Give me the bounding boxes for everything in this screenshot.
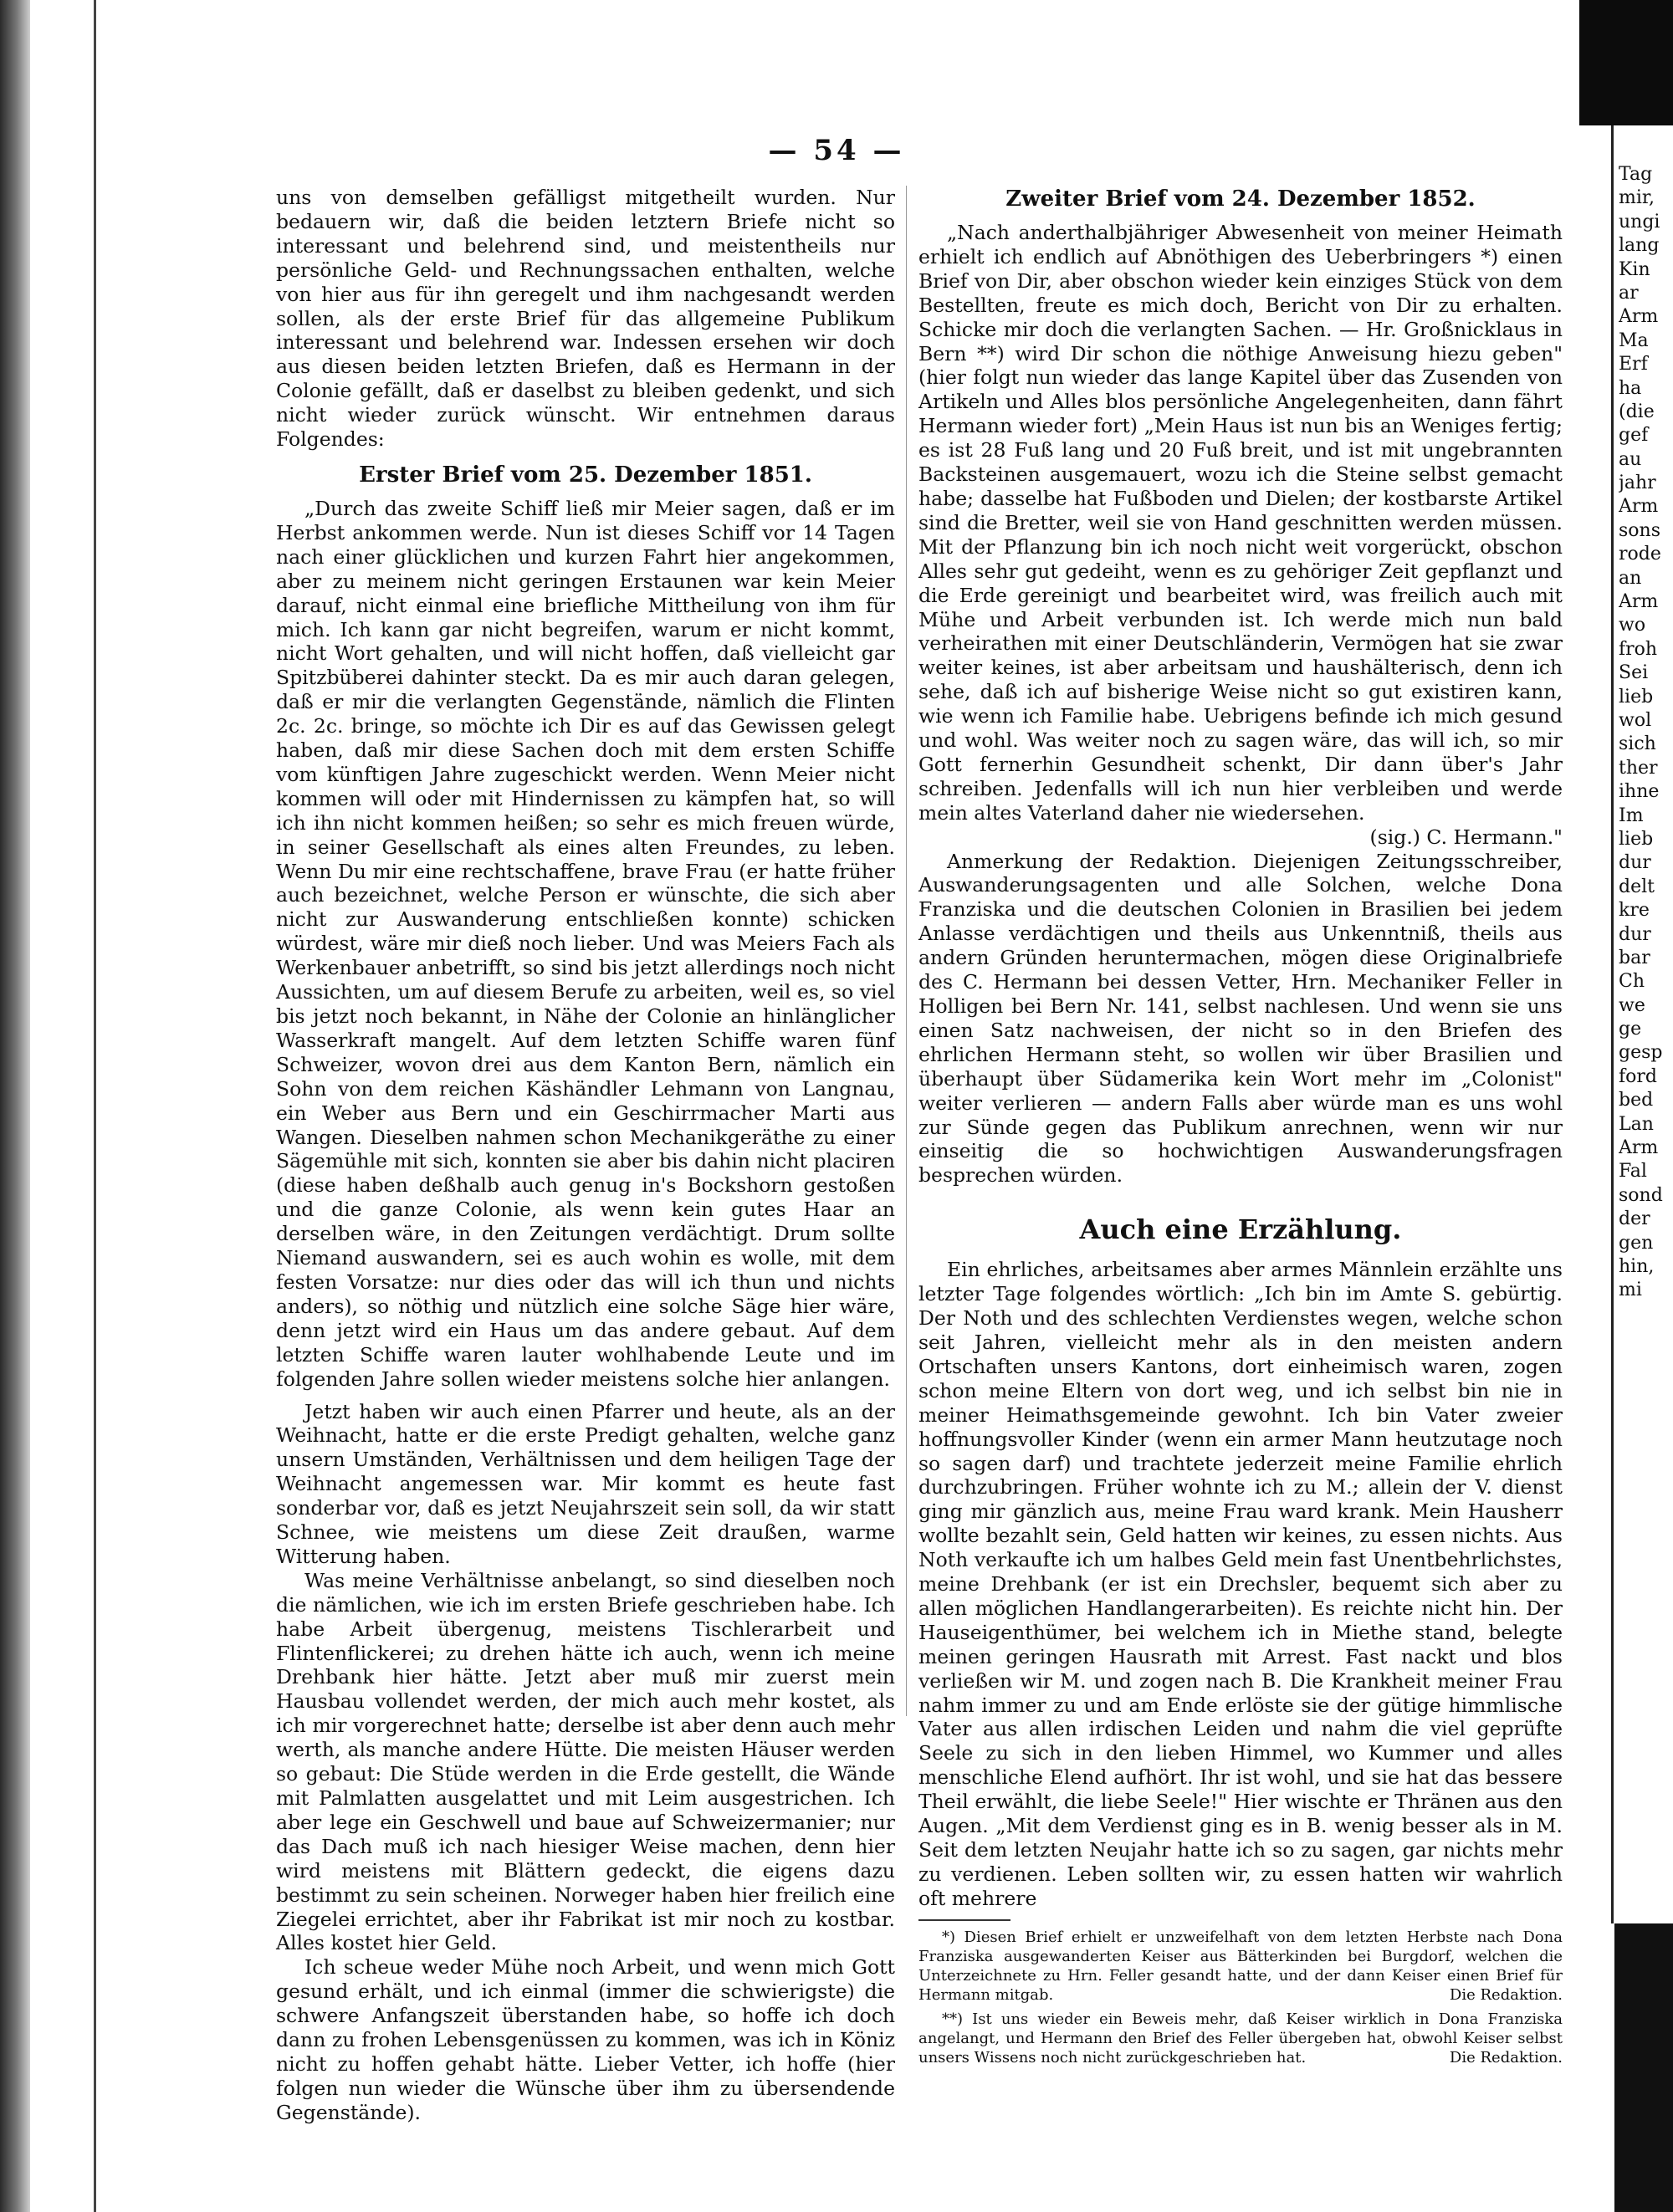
strip-line: Im — [1619, 805, 1644, 826]
strip-line: ungi — [1619, 211, 1660, 232]
page-margin-line — [94, 0, 96, 2212]
strip-line: ar — [1619, 282, 1639, 304]
paragraph: Ich scheue weder Mühe noch Arbeit, und wenn mich Gott gesund erhält, und ich einmal (immer die schwierigste) die schwere Anfangszeit überstanden habe, so hoffe ich doch dann zu frohen Lebensgenüssen zu kommen, was ich in Köniz nicht zu hoffen gehabt hätte. Lieber Vetter, ich hoffe (hier folgen nun wieder die Wünsche über ihm zu übersendende Gegenstände). — [276, 1955, 895, 2124]
strip-line: we — [1619, 994, 1645, 1016]
strip-line: rode — [1619, 544, 1661, 565]
strip-line: froh — [1619, 638, 1658, 660]
intro-paragraph: uns von demselben gefälligst mitgetheilt wurden. Nur bedauern wir, daß die beiden letztern Briefe nicht so interessant und belehrend sind, und meistentheils nur persönliche Geld- und Rechnungssachen enthalten, welche von hier aus für ihn geregelt und ihm nachgesandt werden sollen, als der erste Brief für das allgemeine Publikum interessant und belehrend war. Indessen ersehen wir doch aus diesen beiden letzten Briefen, daß es Hermann in der Colonie gefällt, daß er daselbst zu bleiben gedenkt, und sich nicht wieder zurück wünscht. Wir entnehmen daraus Folgendes: — [276, 186, 895, 452]
strip-line: Sei — [1619, 662, 1649, 684]
strip-line: lang — [1619, 235, 1660, 257]
strip-line: bed — [1619, 1090, 1654, 1111]
strip-line: sich — [1619, 733, 1656, 755]
scan-edge-dark-bottom — [1614, 1923, 1673, 2212]
strip-line: gesp — [1619, 1042, 1663, 1064]
second-letter-heading: Zweiter Brief vom 24. Dezember 1852. — [1005, 186, 1476, 212]
left-column — [276, 186, 895, 2125]
strip-line: sond — [1619, 1184, 1663, 1206]
scan-edge-dark — [1579, 0, 1673, 125]
strip-line: bar — [1619, 947, 1650, 968]
strip-line: kre — [1619, 900, 1650, 922]
strip-line: Kin — [1619, 258, 1650, 280]
strip-line: lieb — [1619, 686, 1654, 708]
first-letter-heading: Erster Brief vom 25. Dezember 1851. — [359, 462, 812, 488]
paragraph: „Durch das zweite Schiff ließ mir Meier sagen, daß er im Herbst ankommen werde. Nun ist dieses Schiff vor 14 Tagen nach einer glücklichen und kurzen Fahrt hier angekommen, aber zu meinem nicht geringen Erstaunen war kein Meier darauf, nicht einmal eine briefliche Mittheilung von ihm für mich. Ich kann gar nicht begreifen, warum er nicht kommt, nicht Wort gehalten, und will nicht hoffen, daß vielleicht gar Spitzbüberei dahinter steckt. Da es mir auch daran gelegen, daß er mir die verlangten Gegenstände, nämlich die Flinten 2c. 2c. bringe, so möchte ich Dir es auf das Gewissen gelegt haben, daß mir diese Sachen doch mit dem ersten Schiffe vom künftigen Jahre zugeschickt werden. Wenn Meier nicht kommen will oder mit Hindernissen zu kämpfen hat, so will ich ihn nicht kommen heißen; so sehr es mich freuen würde, in seiner Gesellschaft als eines alten Freundes, zu leben. Wenn Du mir eine rechtschaffene, brave Frau (er hatte früher auch bezeichnet, welche Person er wünschte, die sich aber nicht zur Auswanderung entschließen konnte) schicken würdest, wäre mir dieß noch lieber. Und was Meiers Fach als Werkenbauer anbetrifft, so sind bis jetzt allerdings noch nicht Aussichten, um auf diesem Berufe zu arbeiten, weil es, so viel bis jetzt noch bekannt, in Nähe der Colonie an hinlänglicher Wasserkraft mangelt. Auf dem letzten Schiffe waren fünf Schweizer, wovon drei aus dem Kanton Bern, nämlich ein Sohn von dem reichen Käshändler Lehmann von Langnau, ein Weber aus Bern und ein Geschirrmacher Marti aus Wangen. Dieselben nahmen schon Mechanikgeräthe zu einer Sägemühle mit sich, konnten sie aber bis dahin nicht placiren (diese haben deßhalb auch genug in's Bockshorn gestoßen und die ganze Colonie, als wenn kein gutes Haar an derselben wäre, in den Zeitungen verdächtigt. Drum sollte Niemand auswandern, sei es auch wohin es wolle, mit dem festen Vorsatze: nur dies oder das will ich thun und nichts anders), so nöthig und nützlich eine solche Säge hier wäre, denn jetzt wird ein Haus um das andere gebaut. Auf dem letzten Schiffe waren lauter wohlhabende Leute und im folgenden Jahre sollen wieder meistens solche hier anlangen. — [276, 496, 895, 1391]
paragraph: Jetzt haben wir auch einen Pfarrer und heute, als an der Weihnacht, hatte er die erste Predigt gehalten, welche ganz unsern Umständen, Verhältnissen und dem heiligen Tage der Weihnacht angemessen war. Mir kommt es heute fast sonderbar vor, daß es jetzt Neujahrszeit sein soll, da wir statt Schnee, wie meistens um diese Zeit draußen, warme Witterung haben. — [276, 1399, 895, 1568]
strip-line: Arm — [1619, 1137, 1659, 1159]
strip-line: hin, — [1619, 1255, 1655, 1277]
strip-line: Erf — [1619, 354, 1648, 375]
book-binding-shadow — [0, 0, 30, 2212]
strip-line: (die — [1619, 401, 1655, 422]
strip-line: Ma — [1619, 330, 1649, 351]
strip-line: Arm — [1619, 496, 1659, 518]
strip-line: Tag — [1619, 164, 1653, 185]
story-heading: Auch eine Erzählung. — [1079, 1213, 1402, 1246]
footnote: **) Ist uns wieder ein Beweis mehr, daß Keiser wirklich in Dona Franziska angelangt, und Hermann den Brief des Feller übergeben hat, obwohl Keiser selbst unsers Wissens noch nicht zurückgeschrieben hat. Die Redaktion. — [918, 2010, 1563, 2066]
strip-line: jahr — [1619, 473, 1656, 494]
strip-line: an — [1619, 567, 1642, 589]
paragraph: Was meine Verhältnisse anbelangt, so sind dieselben noch die nämlichen, wie ich im ersten Briefe geschrieben habe. Ich habe Arbeit übergenug, meistens Tischlerarbeit und Flintenflickerei; zu drehen hätte ich auch, wenn ich meine Drehbank hier hätte. Jetzt aber muß mir zuerst mein Hausbau vollendet werden, der mich auch mehr kostet, als ich mir vorgerechnet hatte; derselbe ist aber denn auch mehr werth, als manche andere Hütte. Die meisten Häuser werden so gebaut: Die Stüde werden in die Erde gestellt, die Wände mit Palmlatten ausgelattet und mit Leim ausgestrichen. Ich aber lege ein Geschwell und baue auf Schweizermanier; nur das Dach muß ich nach hiesiger Weise machen, denn hier wird meistens mit Blättern gedeckt, die eigens dazu bestimmt zu sein scheinen. Norweger haben hier freilich eine Ziegelei errichtet, aber ihr Fabrikat ist mir noch zu kostbar. Alles kostet hier Geld. — [276, 1568, 895, 1955]
strip-line: lieb — [1619, 828, 1654, 850]
strip-line: wo — [1619, 615, 1646, 636]
footnotes — [918, 1928, 1563, 2067]
strip-line: der — [1619, 1208, 1650, 1230]
signature: (sig.) C. Hermann." — [1369, 825, 1563, 849]
strip-line: wol — [1619, 709, 1652, 731]
page-number: — 54 — — [768, 134, 905, 167]
strip-line: ford — [1619, 1065, 1657, 1087]
strip-line: delt — [1619, 876, 1655, 897]
strip-line: mir, — [1619, 187, 1655, 209]
strip-line: Ch — [1619, 971, 1645, 993]
column-divider — [906, 186, 907, 1716]
strip-line: gef — [1619, 425, 1649, 447]
strip-line: ther — [1619, 757, 1658, 779]
strip-line: ihne — [1619, 781, 1660, 803]
editorial-note: Anmerkung der Redaktion. Diejenigen Zeitungsschreiber, Auswanderungsagenten und alle Solchen, welche Dona Franziska und die deutschen Colonien in Brasilien bei jedem Anlasse verdächtigen und theils aus Unkenntniß, theils aus andern Gründen heruntermachen, mögen diese Originalbriefe des C. Hermann bei dessen Vetter, Hrn. Mechaniker Feller in Holligen bei Bern Nr. 141, selbst nachlesen. Und wenn sie uns einen Satz nachweisen, der nicht so in den Briefen des ehrlichen Hermann steht, so wollen wir über Brasilien und überhaupt über Südamerika kein Wort mehr im „Colonist" weiter verlieren — andern Falls aber würde man es uns wohl zur Sünde gegen das Publikum anrechnen, wenn wir nur einseitig die so hochwichtigen Auswanderungsfragen besprechen würden. — [918, 849, 1563, 1188]
paragraph: Ein ehrliches, arbeitsames aber armes Männlein erzählte uns letzter Tage folgendes wörtlich: „Ich bin im Amte S. gebürtig. Der Noth und des schlechten Verdienstes wegen, welche schon seit Jahren, vielleicht mehr als in den meisten andern Ortschaften unsers Kantons, dort einheimisch waren, zogen schon meine Eltern von dort weg, und ich selbst bin nie in meiner Heimathsgemeinde gewohnt. Ich bin Vater zweier hoffnungsvoller Kinder (wenn ein armer Mann heutzutage noch so sagen darf) und trachtete jederzeit meine Familie ehrlich durchzubringen. Früher wohnte ich zu M.; allein der V. dienst ging mir gänzlich aus, meine Frau ward krank. Mein Hausherr wollte bezahlt sein, Geld hatten wir keines, zu essen nichts. Aus Noth verkaufte ich um halbes Geld mein fast Unentbehrlichstes, meine Drehbank (er ist ein Drechsler, bequemt sich aber zu allen möglichen Handlangerarbeiten). Es reichte nicht hin. Der Hauseigenthümer, bei welchem ich in Miethe stand, belegte meinen geringen Hausrath mit Arrest. Fast nackt und blos verließen wir M. und zogen nach B. Die Krankheit meiner Frau nahm immer zu und am Ende erlöste sie der gütige himmlische Vater aus allen irdischen Leiden und nahm die viel geprüfte Seele zu sich in den lieben Himmel, wo Kummer und alles menschliche Elend aufhört. Ihr ist wohl, und sie hat das bessere Theil erwählt, die liebe Seele!" Hier wischte er Thränen aus den Augen. „Mit dem Verdienst ging es in B. wenig besser als in M. Seit dem letzten Neujahr hatte ich so zu sagen, gar nichts mehr zu verdienen. Leben sollten wir, zu essen hatten wir wahrlich oft mehrere — [918, 1258, 1563, 1910]
strip-line: Fal — [1619, 1161, 1647, 1183]
footnote-rule — [918, 1919, 1010, 1921]
next-page-edge — [1611, 125, 1614, 1923]
right-column — [918, 186, 1563, 2072]
strip-line: au — [1619, 448, 1642, 470]
strip-line: Arm — [1619, 306, 1659, 328]
strip-line: dur — [1619, 852, 1651, 874]
strip-line: Lan — [1619, 1113, 1654, 1135]
next-page-strip — [1619, 163, 1669, 1303]
strip-line: gen — [1619, 1232, 1654, 1254]
strip-line: Arm — [1619, 591, 1659, 613]
strip-line: sons — [1619, 519, 1660, 541]
strip-line: mi — [1619, 1280, 1642, 1301]
strip-line: dur — [1619, 923, 1651, 945]
footnote: *) Diesen Brief erhielt er unzweifelhaft von dem letzten Herbste nach Dona Franziska ausgewanderten Keiser aus Bätterkinden bei Burgdorf, welchen die Unterzeichnete zu Hrn. Feller gesandt hatte, und der dann Keiser einen Brief für Hermann mitgab. Die Redaktion. — [918, 1928, 1563, 2004]
paragraph: „Nach anderthalbjähriger Abwesenheit von meiner Heimath erhielt ich endlich auf Abnöthigen des Ueberbringers *) einen Brief von Dir, aber obschon wieder kein einziges Stück von dem Bestellten, freute es mich doch, Bericht von Dir zu erhalten. Schicke mir doch die verlangten Sachen. — Hr. Großnicklaus in Bern **) wird Dir schon die nöthige Anweisung hiezu geben" (hier folgt nun wieder das lange Kapitel über das Zusenden von Artikeln und Alles blos persönliche Angelegenheiten, dann fährt Hermann wieder fort) „Mein Haus ist nun bis an Weniges fertig; es ist 28 Fuß lang und 20 Fuß breit, und ist mit ungebrannten Backsteinen ausgemauert, wozu ich die Steine selbst gemacht habe; dasselbe hat Fußboden und Dielen; der kostbarste Artikel sind die Bretter, weil sie von Hand geschnitten werden müssen. Mit der Pflanzung bin ich noch nicht weit vorgerückt, obschon Alles sehr gut gedeiht, wenn es zu gehöriger Zeit gepflanzt und die Erde gereinigt und bearbeitet wird, was freilich auch mit Mühe und Arbeit verbunden ist. Ich werde mich nun bald verheirathen mit einer Deutschländerin, Vermögen hat sie zwar weiter keines, ist aber arbeitsam und haushälterisch, denn ich sehe, daß ich auf bisherige Weise nicht so gut existiren kann, wie wenn ich Familie habe. Uebrigens befinde ich mich gesund und wohl. Was weiter noch zu sagen wäre, das will ich, so mir Gott fernerhin Gesundheit schenkt, Dir dann über's Jahr schreiben. Jedenfalls will ich nun hier verbleiben und werde mein altes Vaterland daher nie wiedersehen. — [918, 221, 1563, 825]
strip-line: ge — [1619, 1019, 1642, 1040]
strip-line: ha — [1619, 377, 1642, 399]
